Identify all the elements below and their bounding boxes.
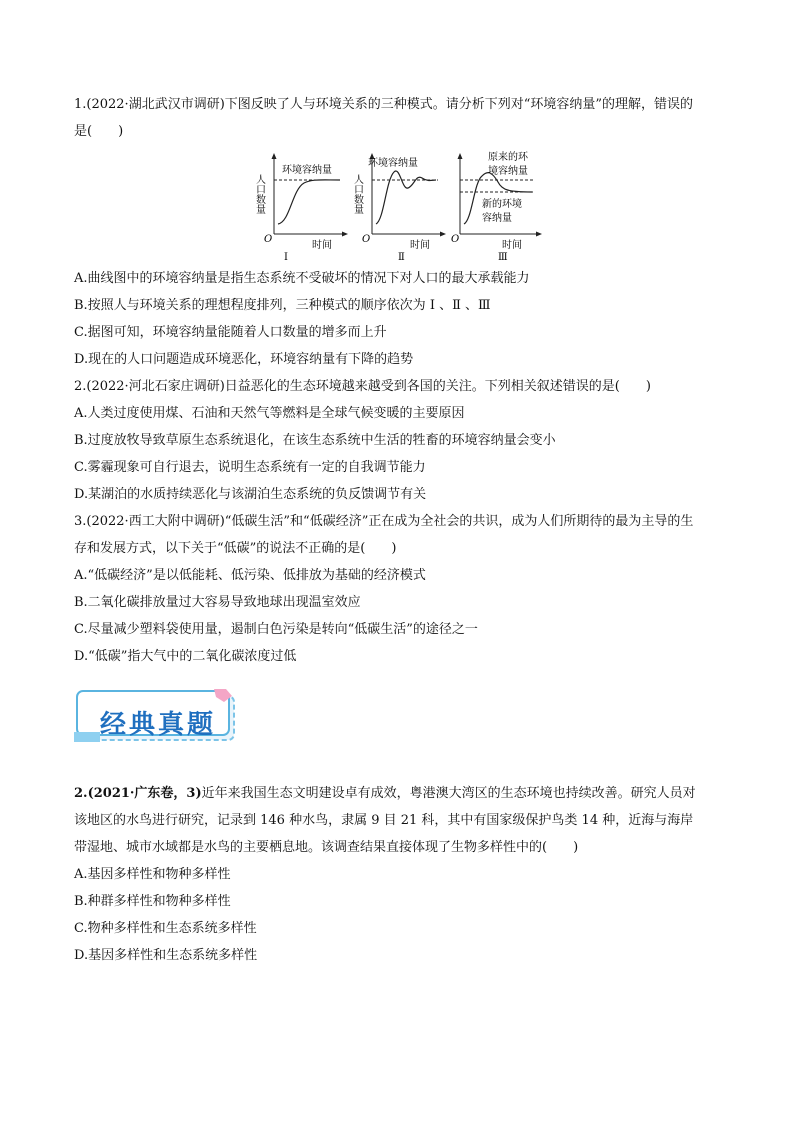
graph-panel-3 xyxy=(452,150,548,262)
classic-option-c: C.物种多样性和生态系统多样性 xyxy=(74,921,257,936)
population-curve xyxy=(278,180,340,224)
q1-option-c: C.据图可知，环境容纳量能随着人口数量的增多而上升 xyxy=(74,325,387,340)
k-label: 环境容纳量 xyxy=(368,158,418,169)
x-axis-label: 时间 xyxy=(502,240,522,251)
q3-stem-line2: 存和发展方式，以下关于“低碳”的说法不正确的是( ) xyxy=(74,541,397,556)
q3-option-a: A.“低碳经济”是以低能耗、低污染、低排放为基础的经济模式 xyxy=(74,568,426,583)
q3-stem-line1: 3.(2022·西工大附中调研)“低碳生活”和“低碳经济”正在成为全社会的共识，成为人们所期待的最为主导的生 xyxy=(74,514,694,529)
y-axis-arrow xyxy=(272,153,277,159)
q2-option-c: C.雾霾现象可自行退去，说明生态系统有一定的自我调节能力 xyxy=(74,460,426,475)
q2-stem-line1: 2.(2022·河北石家庄调研)日益恶化的生态环境越来越受到各国的关注。下列相关叙述错误的是( ) xyxy=(74,379,651,394)
q1-option-b: B.按照人与环境关系的理想程度排列，三种模式的顺序依次为 Ⅰ 、Ⅱ 、Ⅲ xyxy=(74,298,491,313)
section-banner xyxy=(74,688,244,746)
x-axis-arrow xyxy=(342,232,348,237)
x-axis-arrow xyxy=(440,232,446,237)
q1-stem-line2: 是( ) xyxy=(74,124,124,139)
classic-option-a: A.基因多样性和物种多样性 xyxy=(74,867,231,882)
panel-label: Ⅰ xyxy=(284,252,288,263)
graph-panel-2 xyxy=(351,150,450,263)
k-label: 环境容纳量 xyxy=(282,165,332,176)
x-axis-label: 时间 xyxy=(312,240,332,251)
classic-stem-line1 xyxy=(74,785,724,803)
graph-panel-2-svg xyxy=(351,150,450,263)
population-curve xyxy=(376,171,436,224)
graph-panel-3-svg xyxy=(452,150,548,262)
classic-option-b: B.种群多样性和物种多样性 xyxy=(74,894,231,909)
q3-option-d: D.“低碳”指大气中的二氧化碳浓度过低 xyxy=(74,649,297,664)
q1-stem-line1: 1.(2022·湖北武汉市调研)下图反映了人与环境关系的三种模式。请分析下列对“环境容纳量”的理解，错误的 xyxy=(74,97,694,112)
graph-panel-1-svg xyxy=(253,150,352,263)
original-capacity-label-1: 原来的环 xyxy=(488,152,528,163)
classic-stem-line3: 带湿地、城市水域都是水鸟的主要栖息地。该调查结果直接体现了生物多样性中的( ) xyxy=(74,840,579,855)
y-axis-label: 人口数量 xyxy=(253,174,265,214)
panel-label: Ⅲ xyxy=(498,252,508,263)
q3-option-c: C.尽量减少塑料袋使用量，遏制白色污染是转向“低碳生活”的途径之一 xyxy=(74,622,478,637)
population-figure xyxy=(253,150,546,263)
y-axis-arrow xyxy=(458,153,463,159)
x-axis-label: 时间 xyxy=(410,240,430,251)
classic-stem-text: 近年来我国生态文明建设卓有成效，粤港澳大湾区的生态环境也持续改善。研究人员对 xyxy=(201,786,696,801)
graph-panel-1 xyxy=(253,150,352,263)
q1-option-d: D.现在的人口问题造成环境恶化，环境容纳量有下降的趋势 xyxy=(74,352,414,367)
q2-option-a: A.人类过度使用煤、石油和天然气等燃料是全球气候变暖的主要原因 xyxy=(74,406,465,421)
origin-label: O xyxy=(362,234,371,245)
y-axis-label: 人口数量 xyxy=(351,174,363,214)
x-axis-arrow xyxy=(536,232,542,237)
banner-title: 经典真题 xyxy=(100,710,217,740)
origin-label: O xyxy=(451,234,460,245)
origin-label: O xyxy=(264,234,273,245)
original-capacity-label-2: 境容纳量 xyxy=(488,166,528,177)
classic-option-d: D.基因多样性和生态系统多样性 xyxy=(74,948,258,963)
classic-source: 2.(2021·广东卷，3) xyxy=(74,786,202,801)
panel-label: Ⅱ xyxy=(398,252,405,263)
classic-stem-line2: 该地区的水鸟进行研究，记录到 146 种水鸟，隶属 9 目 21 科，其中有国家级保护鸟类 14 种，近海与海岸 xyxy=(74,813,694,828)
new-capacity-label-2: 容纳量 xyxy=(482,213,512,224)
q1-option-a: A.曲线图中的环境容纳量是指生态系统不受破坏的情况下对人口的最大承载能力 xyxy=(74,271,530,286)
banner-tab xyxy=(74,732,100,742)
q3-option-b: B.二氧化碳排放量过大容易导致地球出现温室效应 xyxy=(74,595,361,610)
q2-option-b: B.过度放牧导致草原生态系统退化，在该生态系统中生活的牲畜的环境容纳量会变小 xyxy=(74,433,556,448)
new-capacity-label-1: 新的环境 xyxy=(482,199,522,210)
q2-option-d: D.某湖泊的水质持续恶化与该湖泊生态系统的负反馈调节有关 xyxy=(74,487,427,502)
